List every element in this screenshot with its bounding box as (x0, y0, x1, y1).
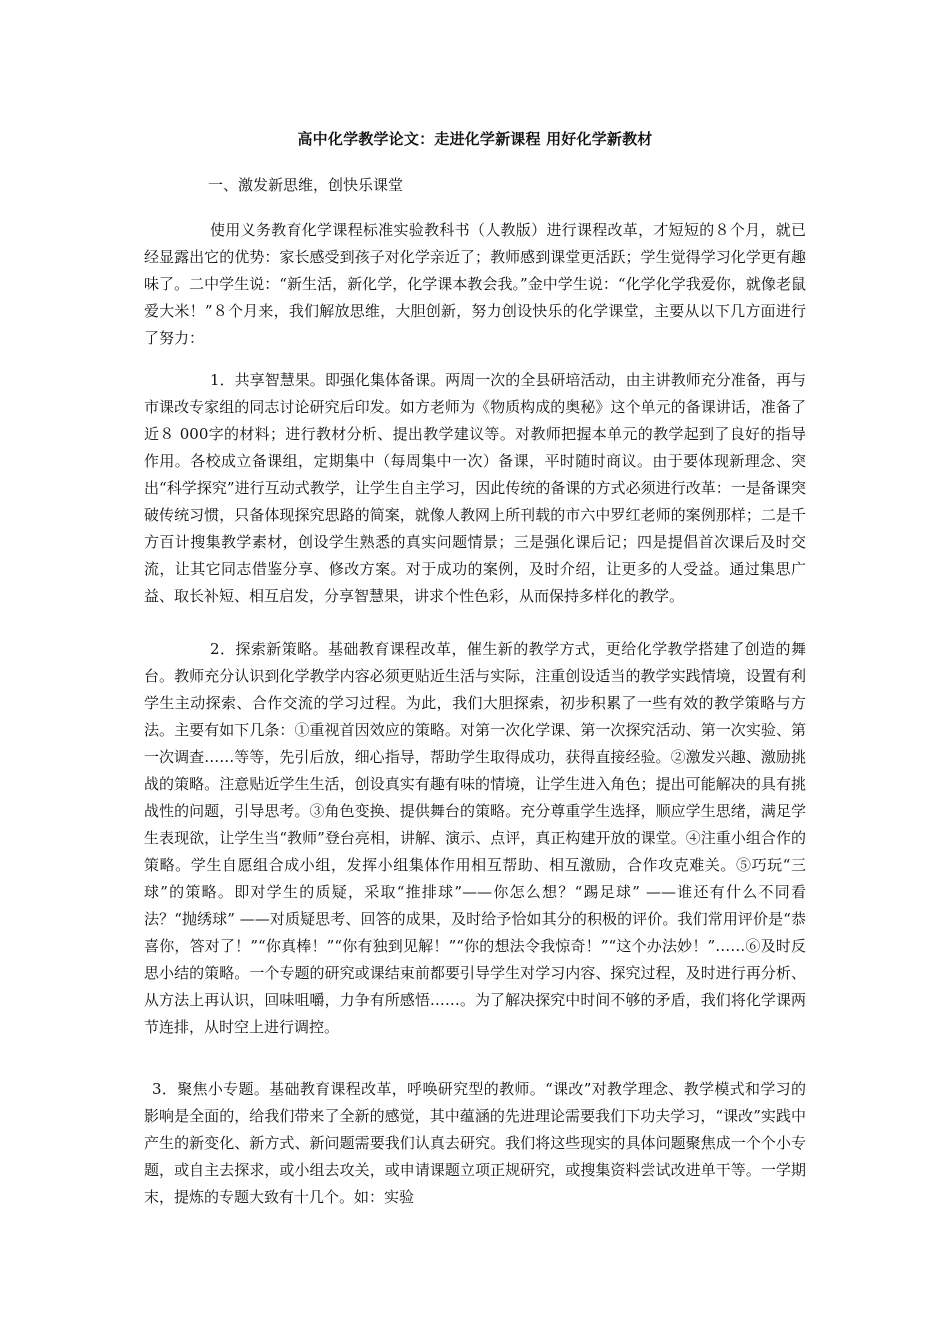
paragraph-item-3: 3．聚焦小专题。基础教育课程改革，呼唤研究型的教师。“课改”对教学理念、教学模式和学习的影响是全面的，给我们带来了全新的感觉，其中蕴涵的先进理论需要我们下功夫学习，“课改”实践中产生的新变化、新方式、新问题需要我们认真去研究。我们将这些现实的具体问题聚焦成一个个小专题，或自主去探求，或小组去攻关，或申请课题立项正规研究，或搜集资料尝试改进单干等。一学期末，提炼的专题大致有十几个。如：实验 (144, 1080, 806, 1206)
paragraph-item-2: 2．探索新策略。基础教育课程改革，催生新的教学方式，更给化学教学搭建了创造的舞台。教师充分认识到化学教学内容必须更贴近生活与实际，注重创设适当的教学实践情境，设置有利学生主动探索、合作交流的学习过程。为此，我们大胆探索，初步积累了一些有效的教学策略与方法。主要有如下几条：①重视首因效应的策略。对第一次化学课、第一次探究活动、第一次实验、第一次调查……等等，先引后放，细心指导，帮助学生取得成功，获得直接经验。②激发兴趣、激励挑战的策略。注意贴近学生生活，创设真实有趣有味的情境，让学生进入角色；提出可能解决的具有挑战性的问题，引导思考。③角色变换、提供舞台的策略。充分尊重学生选择，顺应学生思绪，满足学生表现欲，让学生当“教师”登台亮相，讲解、演示、点评，真正构建开放的课堂。④注重小组合作的策略。学生自愿组合成小组，发挥小组集体作用相互帮助、相互激励，合作攻克难关。⑤巧玩“三球”的策略。即对学生的质疑，采取“推排球”——你怎么想？“踢足球” ——谁还有什么不同看法？“抛绣球” ——对质疑思考、回答的成果，及时给予恰如其分的积极的评价。我们常用评价是“恭喜你，答对了！”“你真棒！”“你有独到见解！”“你的想法令我惊奇！”“这个办法妙！”……⑥及时反思小结的策略。一个专题的研究或课结束前都要引导学生对学习内容、探究过程，及时进行再分析、从方法上再认识，回味咀嚼，力争有所感悟……。为了解决探究中时间不够的矛盾，我们将化学课两节连排，从时空上进行调控。 (144, 640, 806, 1036)
paragraph-item-1: 1．共享智慧果。即强化集体备课。两周一次的全县研培活动，由主讲教师充分准备，再与市课改专家组的同志讨论研究后印发。如方老师为《物质构成的奥秘》这个单元的备课讲话，准备了近８ 000字的材料；进行教材分析、提出教学建议等。对教师把握本单元的教学起到了良好的指导作用。各校成立备课组，定期集中（每周集中一次）备课，平时随时商议。由于要体现新理念、突出“科学探究”进行互动式教学，让学生自主学习，因此传统的备课的方式必须进行改革：一是备课突破传统习惯，只备体现探究思路的简案，就像人教网上所刊载的市六中罗红老师的案例那样；二是千方百计搜集教学素材，创设学生熟悉的真实问题情景；三是强化课后记；四是提倡首次课后及时交流，让其它同志借鉴分享、修改方案。对于成功的案例，及时介绍，让更多的人受益。通过集思广益、取长补短、相互启发，分享智慧果，讲求个性色彩，从而保持多样化的教学。 (144, 371, 806, 605)
document-title: 高中化学教学论文：走进化学新课程 用好化学新教材 (297, 130, 653, 148)
section-heading: 一、激发新思维，创快乐课堂 (208, 176, 404, 194)
paragraph-intro: 使用义务教育化学课程标准实验教科书（人教版）进行课程改革，才短短的８个月，就已经显露出它的优势：家长感受到孩子对化学亲近了；教师感到课堂更活跃；学生觉得学习化学更有趣味了。二中学生说：“新生活，新化学，化学课本教会我。”金中学生说：“化学化学我爱你，就像老鼠爱大米！”８个月来，我们解放思维，大胆创新，努力创设快乐的化学课堂，主要从以下几方面进行了努力： (144, 221, 806, 347)
